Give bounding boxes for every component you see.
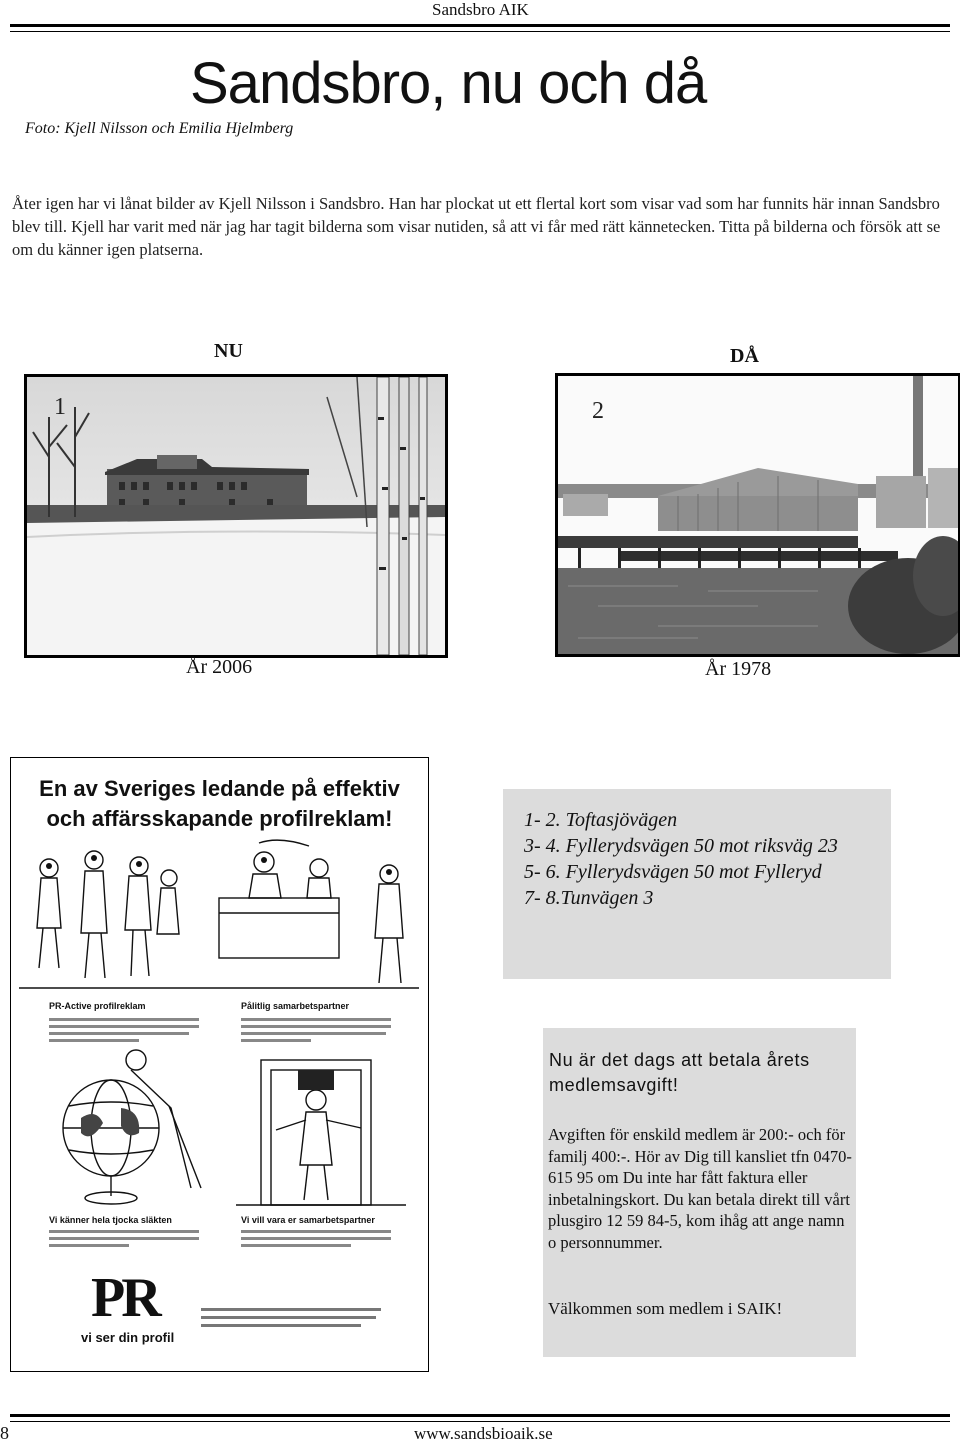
heading-nu: NU [214,340,243,362]
photo-2006 [24,374,448,658]
place-1: 1- 2. Toftasjövägen [524,809,678,831]
header-rule [10,24,950,27]
photo-number-1: 1 [54,394,66,420]
membership-heading: Nu är det dags att betala årets medlemsavgift! [549,1050,810,1095]
ad-block4-text [241,1226,401,1251]
places-box [503,789,891,979]
ad-block1-title: PR-Active profilreklam [49,1001,146,1011]
photo-1978 [555,373,960,657]
caption-2006: År 2006 [186,656,253,678]
running-head: Sandsbro AIK [432,0,529,19]
membership-text: Avgiften för enskild medlem är 200:- och för familj 400:-. Hör av Dig till kansliet tfn 0470-615 95 om Du inte har fått faktura eller inbetalningskort. Du kan betala direkt till vårt plusgiro 12 59 84-5, kom ihåg att ange namn o personnummer. [548,1125,852,1252]
place-3: 5- 6. Fyllerydsvägen 50 mot Fylleryd [524,861,822,883]
heading-da: DÅ [730,345,759,367]
page-number: 8 [0,1423,9,1443]
ad-block1-text [49,1014,209,1046]
page-title: Sandsbro, nu och då [190,51,707,116]
place-2: 3- 4. Fyllerydsvägen 50 mot riksväg 23 [524,835,838,857]
ad-logo-pr: PR [91,1267,158,1329]
membership-welcome: Välkommen som medlem i SAIK! [548,1299,783,1318]
footer-rule [10,1414,950,1417]
ad-cartoon-office [19,838,419,998]
footer-url[interactable]: www.sandsbioaik.se [414,1424,553,1443]
ad-block3-title: Vi känner hela tjocka släkten [49,1215,172,1225]
header-rule-thin [10,31,950,32]
photo-2006-image [27,377,445,655]
ad-contact [201,1303,391,1332]
ad-cartoon-globe [41,1048,211,1208]
ad-block2-title: Pålitlig samarbetspartner [241,1001,350,1011]
membership-box [543,1028,856,1357]
photo-number-2: 2 [592,398,604,424]
photo-1978-image [558,376,958,654]
ad-block2-text [241,1014,401,1046]
footer-rule-thin [10,1421,950,1422]
caption-1978: År 1978 [705,658,772,680]
intro-paragraph: Åter igen har vi lånat bilder av Kjell Nilsson i Sandsbro. Han har plockat ut ett flertal kort som visar vad som har funnits här innan Sandsbro blev till. Kjell har varit med när jag har tagit bilderna som visar nutiden, så att vi får med rätt kännetecken. Titta på bilderna och försök att se om du känner igen platserna. [12,194,941,259]
ad-logo-tagline: vi ser din profil [81,1330,175,1345]
ad-pr-active [10,757,429,1372]
ad-cartoon-doorway [236,1050,406,1210]
ad-headline-1: En av Sveriges ledande på effektiv [39,776,400,801]
ad-headline-2: och affärsskapande profilreklam! [46,806,393,831]
place-4: 7- 8.Tunvägen 3 [524,887,654,909]
ad-block4-title: Vi vill vara er samarbetspartner [241,1215,375,1225]
ad-block3-text [49,1226,209,1251]
photo-credit: Foto: Kjell Nilsson och Emilia Hjelmberg [25,120,294,137]
